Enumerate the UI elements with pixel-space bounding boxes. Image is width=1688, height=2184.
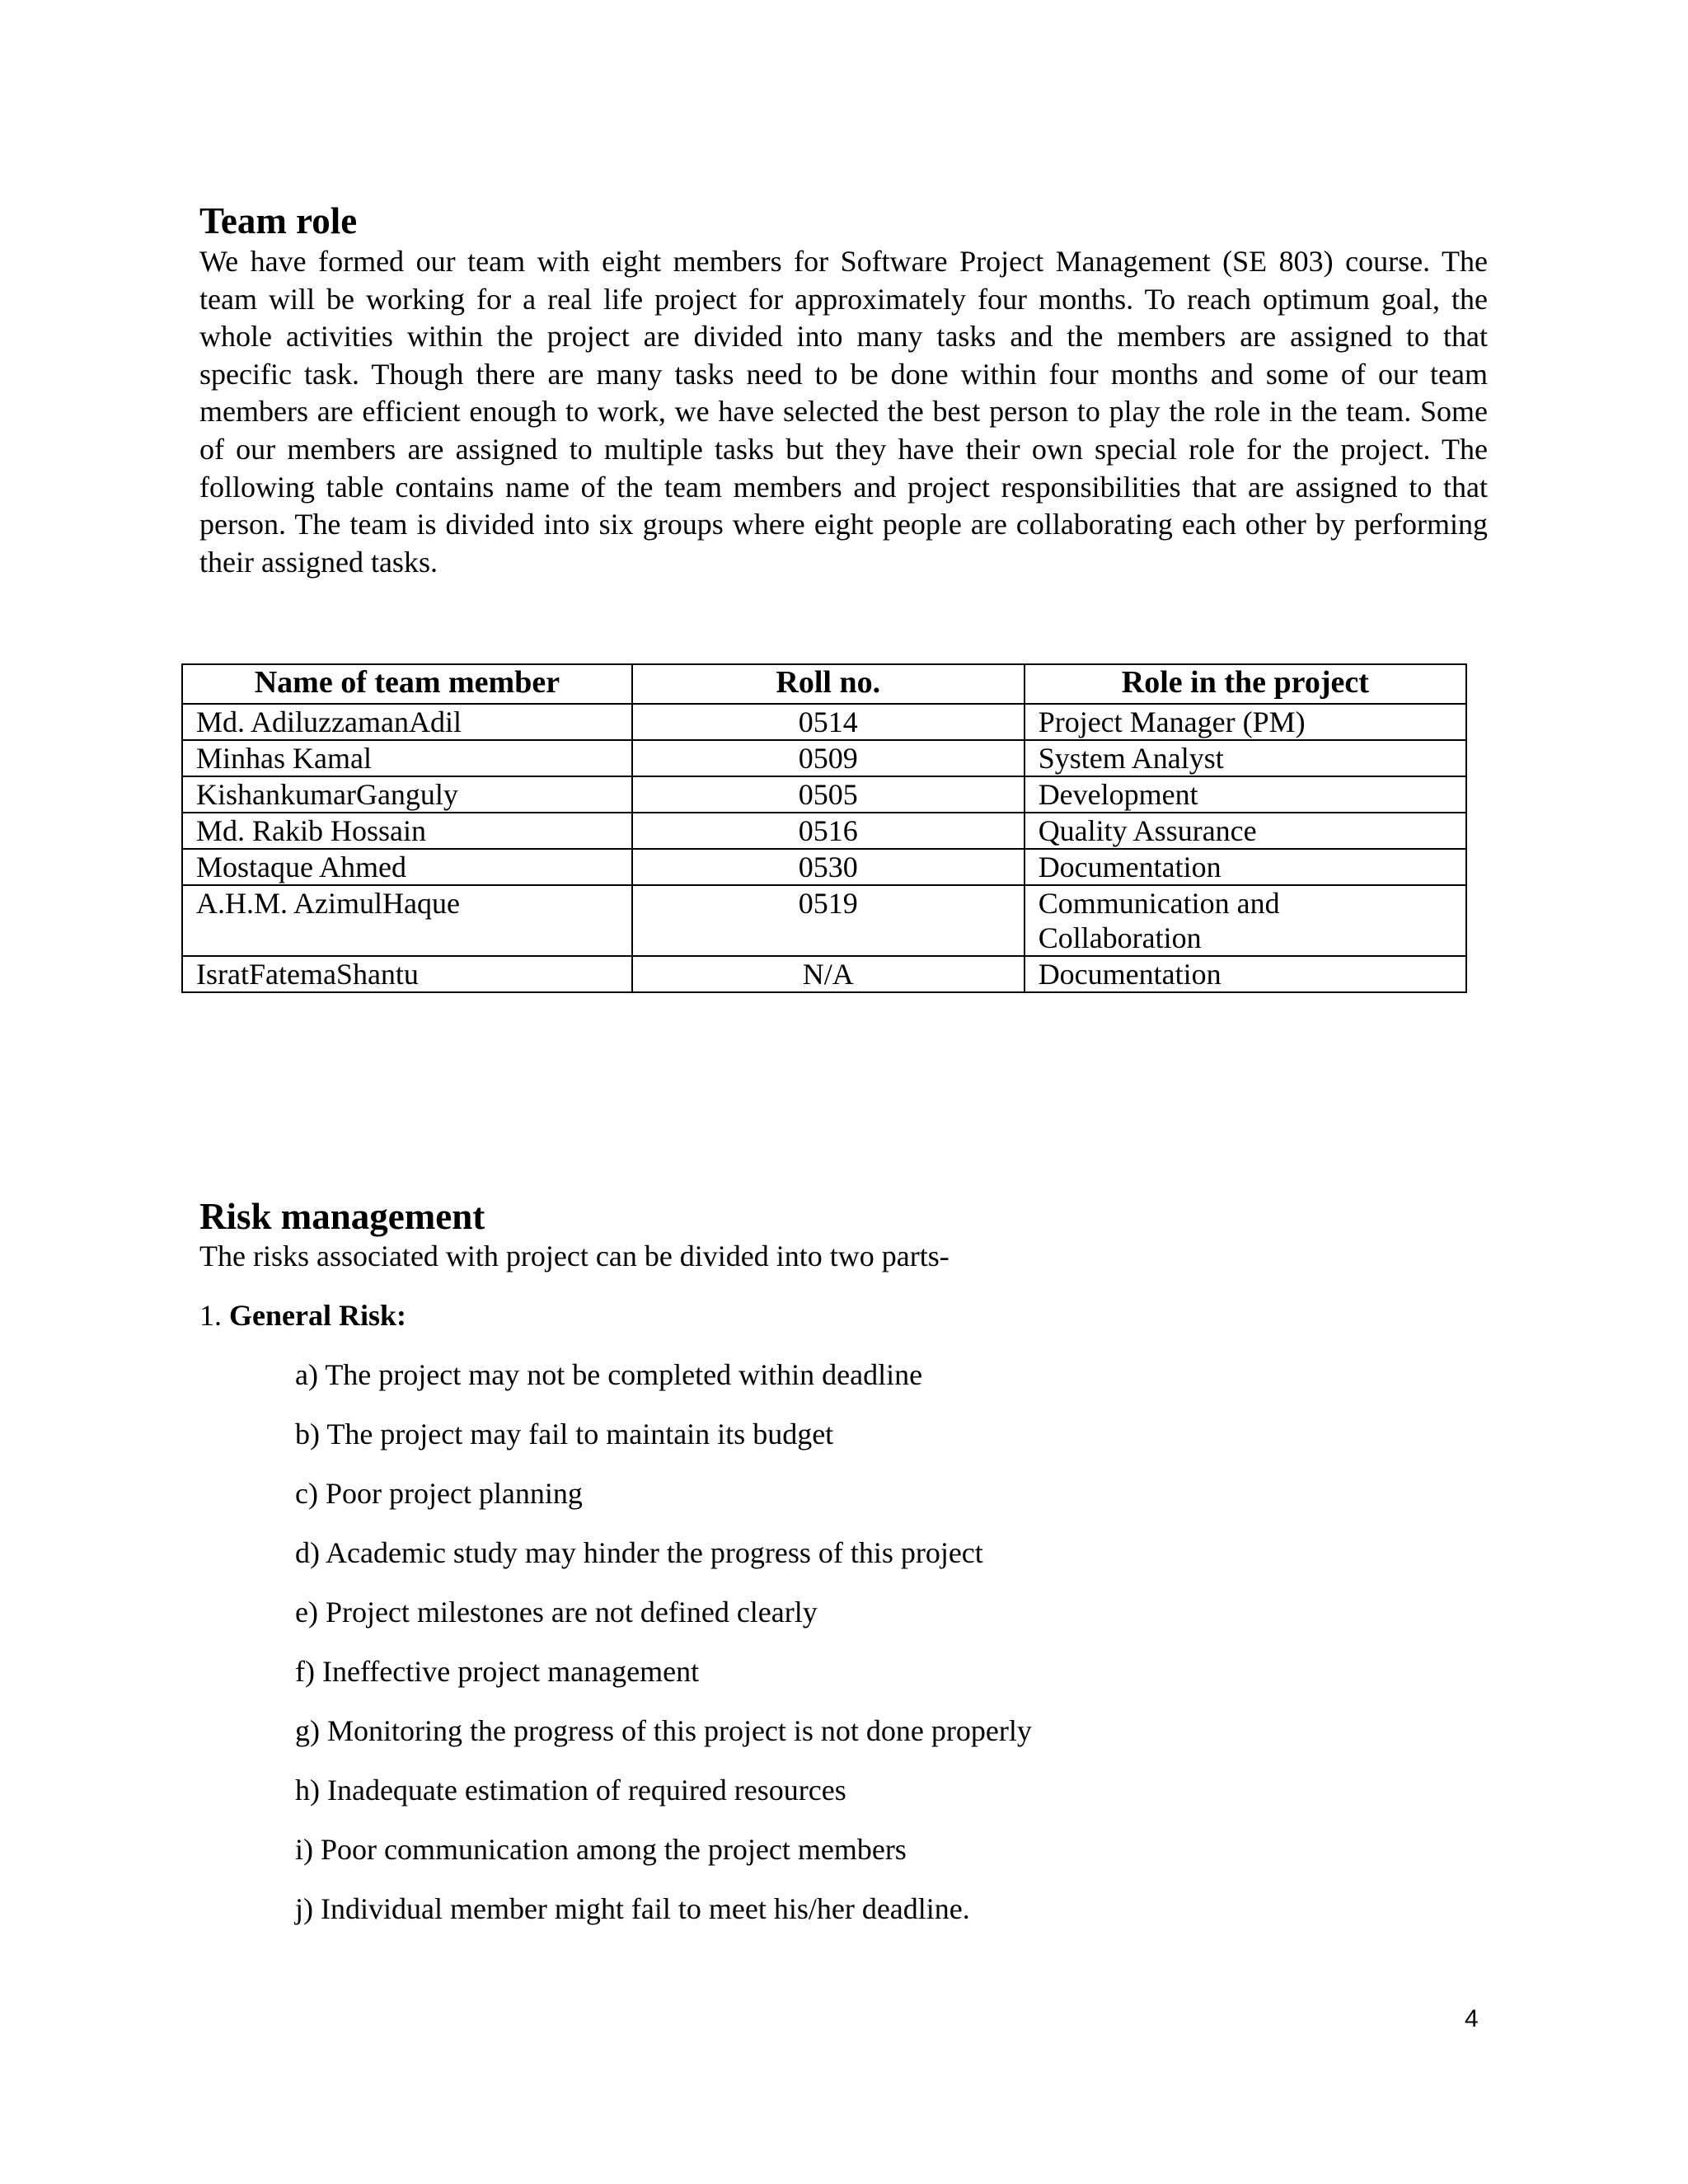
risk-item: c) Poor project planning (295, 1477, 583, 1510)
member-roll: 0519 (632, 885, 1025, 956)
member-name: A.H.M. AzimulHaque (182, 885, 632, 956)
table-row (182, 849, 1466, 885)
table-header-row (182, 664, 1466, 704)
risk-item: j) Individual member might fail to meet his/her deadline. (295, 1892, 970, 1925)
header-name: Name of team member (182, 664, 632, 704)
team-role-paragraph (199, 243, 1488, 581)
risk-item: d) Academic study may hinder the progress of this project (295, 1536, 983, 1569)
member-roll: 0509 (632, 740, 1025, 776)
paragraph-line: person. The team is divided into six groups where eight people are collaborating each other by performing (199, 508, 1488, 541)
general-risk-number: 1. (199, 1299, 222, 1332)
paragraph-line: whole activities within the project are divided into many tasks and the members are assigned to that (199, 320, 1488, 354)
table-row (182, 776, 1466, 813)
member-roll: 0516 (632, 813, 1025, 849)
member-roll: 0530 (632, 849, 1025, 885)
member-role-line: Communication and (1038, 887, 1280, 920)
member-roll: 0505 (632, 776, 1025, 813)
member-role: Documentation (1025, 849, 1466, 885)
paragraph-line: following table contains name of the team members and project responsibilities that are assigned to that (199, 470, 1488, 504)
risk-management-heading: Risk management (199, 1196, 485, 1237)
member-role-line: Collaboration (1038, 921, 1202, 954)
general-risk-title: General Risk: (229, 1299, 406, 1332)
risk-item: e) Project milestones are not defined clearly (295, 1596, 818, 1629)
member-roll: 0514 (632, 704, 1025, 740)
paragraph-line: team will be working for a real life project for approximately four months. To reach optimum goal, the (199, 282, 1488, 316)
page-number: 4 (1465, 2005, 1479, 2032)
member-role: Project Manager (PM) (1025, 704, 1466, 740)
member-name: Minhas Kamal (182, 740, 632, 776)
member-role: Development (1025, 776, 1466, 813)
table-row (182, 704, 1466, 740)
header-role: Role in the project (1025, 664, 1466, 704)
header-roll: Roll no. (632, 664, 1025, 704)
member-name: Md. AdiluzzamanAdil (182, 704, 632, 740)
risk-item: h) Inadequate estimation of required resources (295, 1774, 846, 1807)
table-row (182, 813, 1466, 849)
member-name: Mostaque Ahmed (182, 849, 632, 885)
paragraph-line: members are efficient enough to work, we have selected the best person to play the role in the team. Some (199, 395, 1488, 429)
member-role (1025, 885, 1466, 956)
paragraph-line: specific task. Though there are many tasks need to be done within four months and some of our team (199, 357, 1488, 391)
paragraph-line: their assigned tasks. (199, 545, 438, 579)
risk-item: i) Poor communication among the project members (295, 1833, 907, 1866)
general-risk-label (199, 1297, 406, 1334)
member-name: KishankumarGanguly (182, 776, 632, 813)
team-members-table (181, 663, 1467, 993)
table-row (182, 740, 1466, 776)
member-role: Documentation (1025, 956, 1466, 992)
paragraph-line: of our members are assigned to multiple tasks but they have their own special role for the project. The (199, 432, 1488, 466)
risk-item: g) Monitoring the progress of this project is not done properly (295, 1714, 1032, 1747)
member-roll: N/A (632, 956, 1025, 992)
risk-item: b) The project may fail to maintain its budget (295, 1418, 834, 1451)
member-role: System Analyst (1025, 740, 1466, 776)
member-role: Quality Assurance (1025, 813, 1466, 849)
risk-intro: The risks associated with project can be divided into two parts- (199, 1240, 950, 1272)
risk-item: f) Ineffective project management (295, 1655, 700, 1688)
member-name: Md. Rakib Hossain (182, 813, 632, 849)
team-role-heading: Team role (199, 200, 358, 241)
table-row (182, 885, 1466, 956)
paragraph-line: We have formed our team with eight members for Software Project Management (SE 803) course. The (199, 245, 1488, 278)
member-name: IsratFatemaShantu (182, 956, 632, 992)
risk-item: a) The project may not be completed within deadline (295, 1358, 923, 1391)
table-row (182, 956, 1466, 992)
